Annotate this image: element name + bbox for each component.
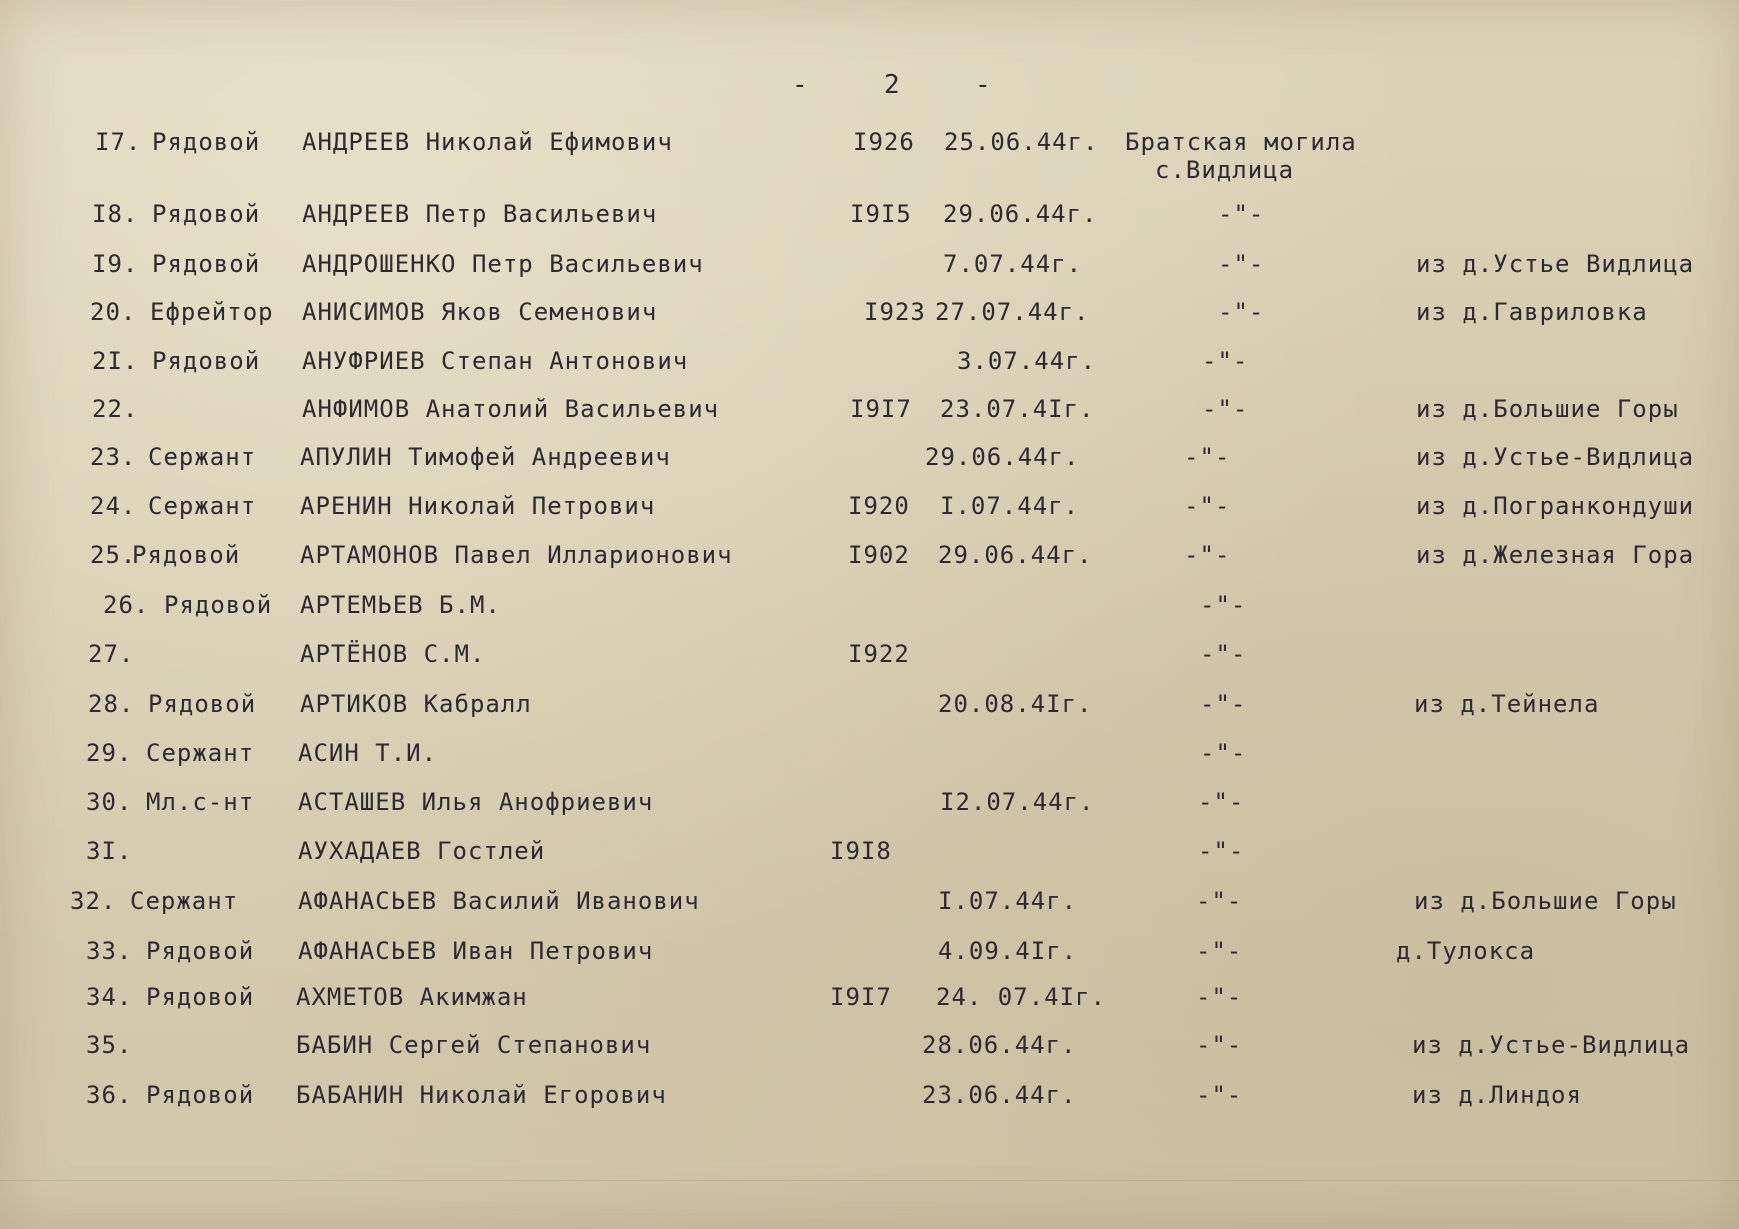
entry-origin: из д.Устье-Видлица: [1412, 1031, 1691, 1059]
entry-number: 3I.: [86, 837, 133, 865]
entry-number: 35.: [86, 1031, 133, 1059]
entry-burial-place: -"-: [1200, 591, 1247, 619]
entry-burial-place: -"-: [1184, 492, 1231, 520]
entry-birth-year: I926: [853, 128, 915, 156]
list-item: [0, 739, 1739, 783]
entry-origin: из д.Погранкондуши: [1416, 492, 1695, 520]
entry-death-date: 29.06.44г.: [943, 200, 1098, 228]
entry-name: АУХАДАЕВ Гостлей: [298, 837, 546, 865]
entry-name: АНФИМОВ Анатолий Васильевич: [302, 395, 720, 423]
entry-rank: Рядовой: [146, 1081, 255, 1109]
entry-rank: Рядовой: [152, 250, 261, 278]
entry-number: 36.: [86, 1081, 133, 1109]
list-item: [0, 1081, 1739, 1125]
entry-burial-place: -"-: [1184, 443, 1231, 471]
entry-name: АФАНАСЬЕВ Иван Петрович: [298, 937, 654, 965]
entry-burial-place: -"-: [1200, 690, 1247, 718]
list-item: [0, 887, 1739, 931]
entry-rank: Рядовой: [164, 591, 273, 619]
entry-death-date: 20.08.4Iг.: [938, 690, 1093, 718]
entry-name: АСИН Т.И.: [298, 739, 438, 767]
list-item: [0, 200, 1739, 244]
page-number-dash-left: -: [792, 70, 808, 100]
entry-death-date: 23.06.44г.: [922, 1081, 1077, 1109]
list-item: [0, 492, 1739, 536]
list-item: [0, 690, 1739, 734]
entry-name: АХМЕТОВ Акимжан: [296, 983, 528, 1011]
entry-burial-place: -"-: [1184, 541, 1231, 569]
entry-name: АРТАМОНОВ Павел Илларионович: [300, 541, 733, 569]
entry-burial-place: -"-: [1202, 347, 1249, 375]
entry-origin: из д.Железная Гора: [1416, 541, 1695, 569]
entry-number: 30.: [86, 788, 133, 816]
list-item: [0, 837, 1739, 881]
list-item: [0, 983, 1739, 1027]
entry-name: АРЕНИН Николай Петрович: [300, 492, 656, 520]
entry-rank: Рядовой: [152, 200, 261, 228]
entry-number: 34.: [86, 983, 133, 1011]
entry-rank: Рядовой: [146, 937, 255, 965]
list-item: [0, 128, 1739, 184]
list-item: [0, 937, 1739, 981]
entry-rank: Сержант: [146, 739, 255, 767]
entry-number: 26.: [103, 591, 150, 619]
entry-name: БАБАНИН Николай Егорович: [296, 1081, 667, 1109]
entry-name: АНДРЕЕВ Николай Ефимович: [302, 128, 673, 156]
entry-rank: Сержант: [148, 492, 257, 520]
entry-death-date: I.07.44г.: [940, 492, 1080, 520]
entry-rank: Мл.с-нт: [146, 788, 255, 816]
entry-name: АПУЛИН Тимофей Андреевич: [300, 443, 671, 471]
entry-name: АРТЕМЬЕВ Б.М.: [300, 591, 501, 619]
entry-death-date: 4.09.4Iг.: [938, 937, 1078, 965]
entry-number: 2I.: [92, 347, 139, 375]
entry-burial-place-line2: с.Видлица: [1155, 156, 1295, 184]
entry-number: 22.: [92, 395, 139, 423]
entry-birth-year: I923: [864, 298, 926, 326]
entry-death-date: 29.06.44г.: [938, 541, 1093, 569]
entry-death-date: 23.07.4Iг.: [940, 395, 1095, 423]
paper-crease: [0, 1180, 1739, 1181]
list-item: [0, 250, 1739, 294]
entry-burial-place: -"-: [1198, 837, 1245, 865]
entry-rank: Рядовой: [152, 128, 261, 156]
entry-name: АСТАШЕВ Илья Анофриевич: [298, 788, 654, 816]
entry-birth-year: I9I7: [850, 395, 912, 423]
entry-number: 25.: [90, 541, 137, 569]
entry-rank: Рядовой: [132, 541, 241, 569]
entry-number: 24.: [90, 492, 137, 520]
entry-origin: из д.Гавриловка: [1416, 298, 1648, 326]
entry-rank: Рядовой: [146, 983, 255, 1011]
page-number-dash-right: -: [975, 70, 991, 100]
entry-name: АРТЁНОВ С.М.: [300, 640, 486, 668]
entry-death-date: 28.06.44г.: [922, 1031, 1077, 1059]
entry-number: 32.: [70, 887, 117, 915]
entry-death-date: 3.07.44г.: [957, 347, 1097, 375]
entry-burial-place: -"-: [1196, 1081, 1243, 1109]
entry-burial-place: -"-: [1196, 937, 1243, 965]
entry-name: АНДРЕЕВ Петр Васильевич: [302, 200, 658, 228]
entry-origin: д.Тулокса: [1396, 937, 1536, 965]
entry-rank: Рядовой: [152, 347, 261, 375]
entry-origin: из д.Устье-Видлица: [1416, 443, 1695, 471]
entry-birth-year: I9I5: [850, 200, 912, 228]
entry-birth-year: I920: [848, 492, 910, 520]
entry-burial-place: -"-: [1218, 298, 1265, 326]
entry-rank: Рядовой: [148, 690, 257, 718]
entry-death-date: 7.07.44г.: [943, 250, 1083, 278]
entry-origin: из д.Устье Видлица: [1416, 250, 1695, 278]
entry-rank: Ефрейтор: [150, 298, 274, 326]
entry-origin: из д.Линдоя: [1412, 1081, 1582, 1109]
entry-death-date: I2.07.44г.: [940, 788, 1095, 816]
entry-number: 29.: [86, 739, 133, 767]
entry-burial-place: -"-: [1200, 739, 1247, 767]
entry-birth-year: I902: [848, 541, 910, 569]
list-item: [0, 591, 1739, 635]
entry-death-date: 29.06.44г.: [925, 443, 1080, 471]
entry-number: I9.: [92, 250, 139, 278]
entry-name: АНИСИМОВ Яков Семенович: [302, 298, 658, 326]
entry-birth-year: I9I8: [830, 837, 892, 865]
list-item: [0, 788, 1739, 832]
entry-origin: из д.Большие Горы: [1414, 887, 1677, 915]
entry-birth-year: I9I7: [830, 983, 892, 1011]
entry-death-date: 24. 07.4Iг.: [936, 983, 1106, 1011]
entry-origin: из д.Тейнела: [1414, 690, 1600, 718]
entry-burial-place: -"-: [1198, 788, 1245, 816]
entry-name: АНУФРИЕВ Степан Антонович: [302, 347, 689, 375]
page-number: 2: [884, 70, 900, 100]
entry-burial-place: -"-: [1196, 887, 1243, 915]
list-item: [0, 541, 1739, 585]
list-item: [0, 347, 1739, 391]
entry-burial-place: -"-: [1218, 200, 1265, 228]
list-item: [0, 298, 1739, 342]
entry-name: БАБИН Сергей Степанович: [296, 1031, 652, 1059]
entry-birth-year: I922: [848, 640, 910, 668]
list-item: [0, 1031, 1739, 1075]
entry-number: 33.: [86, 937, 133, 965]
entry-number: 28.: [88, 690, 135, 718]
entry-number: I7.: [95, 128, 142, 156]
entry-name: АРТИКОВ Кабралл: [300, 690, 532, 718]
entry-number: I8.: [92, 200, 139, 228]
entry-origin: из д.Большие Горы: [1416, 395, 1679, 423]
entry-burial-place: -"-: [1202, 395, 1249, 423]
entry-burial-place: -"-: [1196, 983, 1243, 1011]
entry-rank: Сержант: [148, 443, 257, 471]
entry-name: АФАНАСЬЕВ Василий Иванович: [298, 887, 700, 915]
entry-death-date: 27.07.44г.: [935, 298, 1090, 326]
entry-name: АНДРОШЕНКО Петр Васильевич: [302, 250, 704, 278]
entry-number: 23.: [90, 443, 137, 471]
entry-burial-place: -"-: [1218, 250, 1265, 278]
entry-death-date: I.07.44г.: [938, 887, 1078, 915]
entry-death-date: 25.06.44г.: [944, 128, 1099, 156]
entry-burial-place: Братская могила: [1125, 128, 1357, 156]
list-item: [0, 395, 1739, 439]
list-item: [0, 640, 1739, 684]
entry-number: 20.: [90, 298, 137, 326]
entry-number: 27.: [88, 640, 135, 668]
entry-burial-place: -"-: [1200, 640, 1247, 668]
entry-rank: Сержант: [130, 887, 239, 915]
entry-burial-place: -"-: [1196, 1031, 1243, 1059]
list-item: [0, 443, 1739, 487]
